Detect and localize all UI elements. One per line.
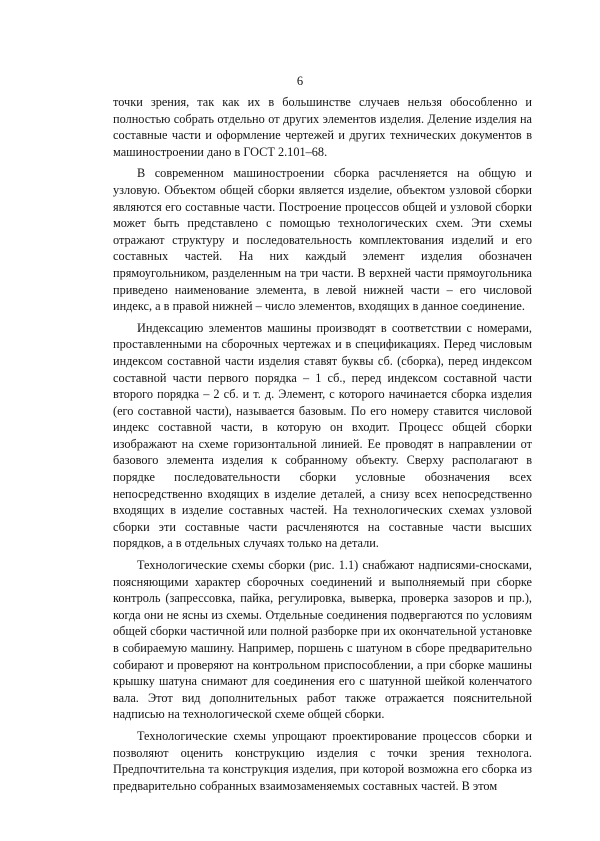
paragraph-assembly-types: В современном машиностроении сборка расчленяется на общую и узловую. Объектом общей сборки является изделие, объектом узловой сборки являются его составные части. Построение процессов общей и узловой сборки может быть представлено с помощью технологических схем. Эти схемы отражают структуру и последовательность комплектования изделий и его составных частей. На них каждый элемент изделия обозначен прямоугольником, разделенным на три части. В верхней части прямоугольника приведено наименование элемента, в левой нижней части – его числовой индекс, а в правой нижней – число элементов, входящих в данное соединение.	[113, 166, 532, 314]
paragraph-schemes-benefits: Технологические схемы упрощают проектирование процессов сборки и позволяют оценить конструкцию изделия с точки зрения технолога. Предпочтительна та конструкция изделия, при которой возможна его сборка из предварительно собранных взаимозаменяемых составных частей. В этом	[113, 728, 532, 793]
paragraph-continuation: точки зрения, так как их в большинстве случаев нельзя обособленно и полностью собрать отдельно от других элементов изделия. Деление изделия на составные части и оформление чертежей и других технических документов в машиностроении дано в ГОСТ 2.101–68.	[113, 95, 532, 159]
paragraph-indexing: Индексацию элементов машины производят в соответствии с номерами, проставленными на сборочных чертежах и в спецификациях. Перед числовым индексом составной части изделия ставят буквы сб. (сборка), перед индексом составной части первого порядка – 1 сб., перед индексом составной части второго порядка – 2 сб. и т. д. Элемент, с которого начинается сборка изделия (его составной части), называется базовым. По его номеру ставится числовой индекс составной части, в которую он входит. Процесс общей сборки изображают на схеме горизонтальной линией. Ее проводят в направлении от базового элемента изделия к собранному объекту. Сверху располагают в порядке последовательности сборки условные обозначения всех непосредственно входящих в изделие деталей, а снизу всех непосредственно входящих в изделие составных частей. На технологических схемах узловой сборки эти составные части расчленяются на составные части высших порядков, а в отдельных случаях только на детали.	[113, 320, 532, 551]
text-body	[113, 94, 532, 794]
paragraph-schemes-annotations: Технологические схемы сборки (рис. 1.1) снабжают надписями-сносками, поясняющими характер сборочных соединений и выполняемый при сборке контроль (запрессовка, пайка, регулировка, выверка, проверка зазоров и пр.), когда они не ясны из схемы. Отдельные соединения подвергаются по условиям общей сборки частичной или полной разборке при их окончательной установке в собираемую машину. Например, поршень с шатуном в сборе предварительно собирают и проверяют на контрольном приспособлении, а при сборке машины крышку шатуна снимают для соединения его с шатунной шейкой коленчатого вала. Этот вид дополнительных работ также отражается пояснительной надписью на технологической схеме общей сборки.	[113, 558, 532, 722]
page-number: 6	[296, 74, 304, 88]
